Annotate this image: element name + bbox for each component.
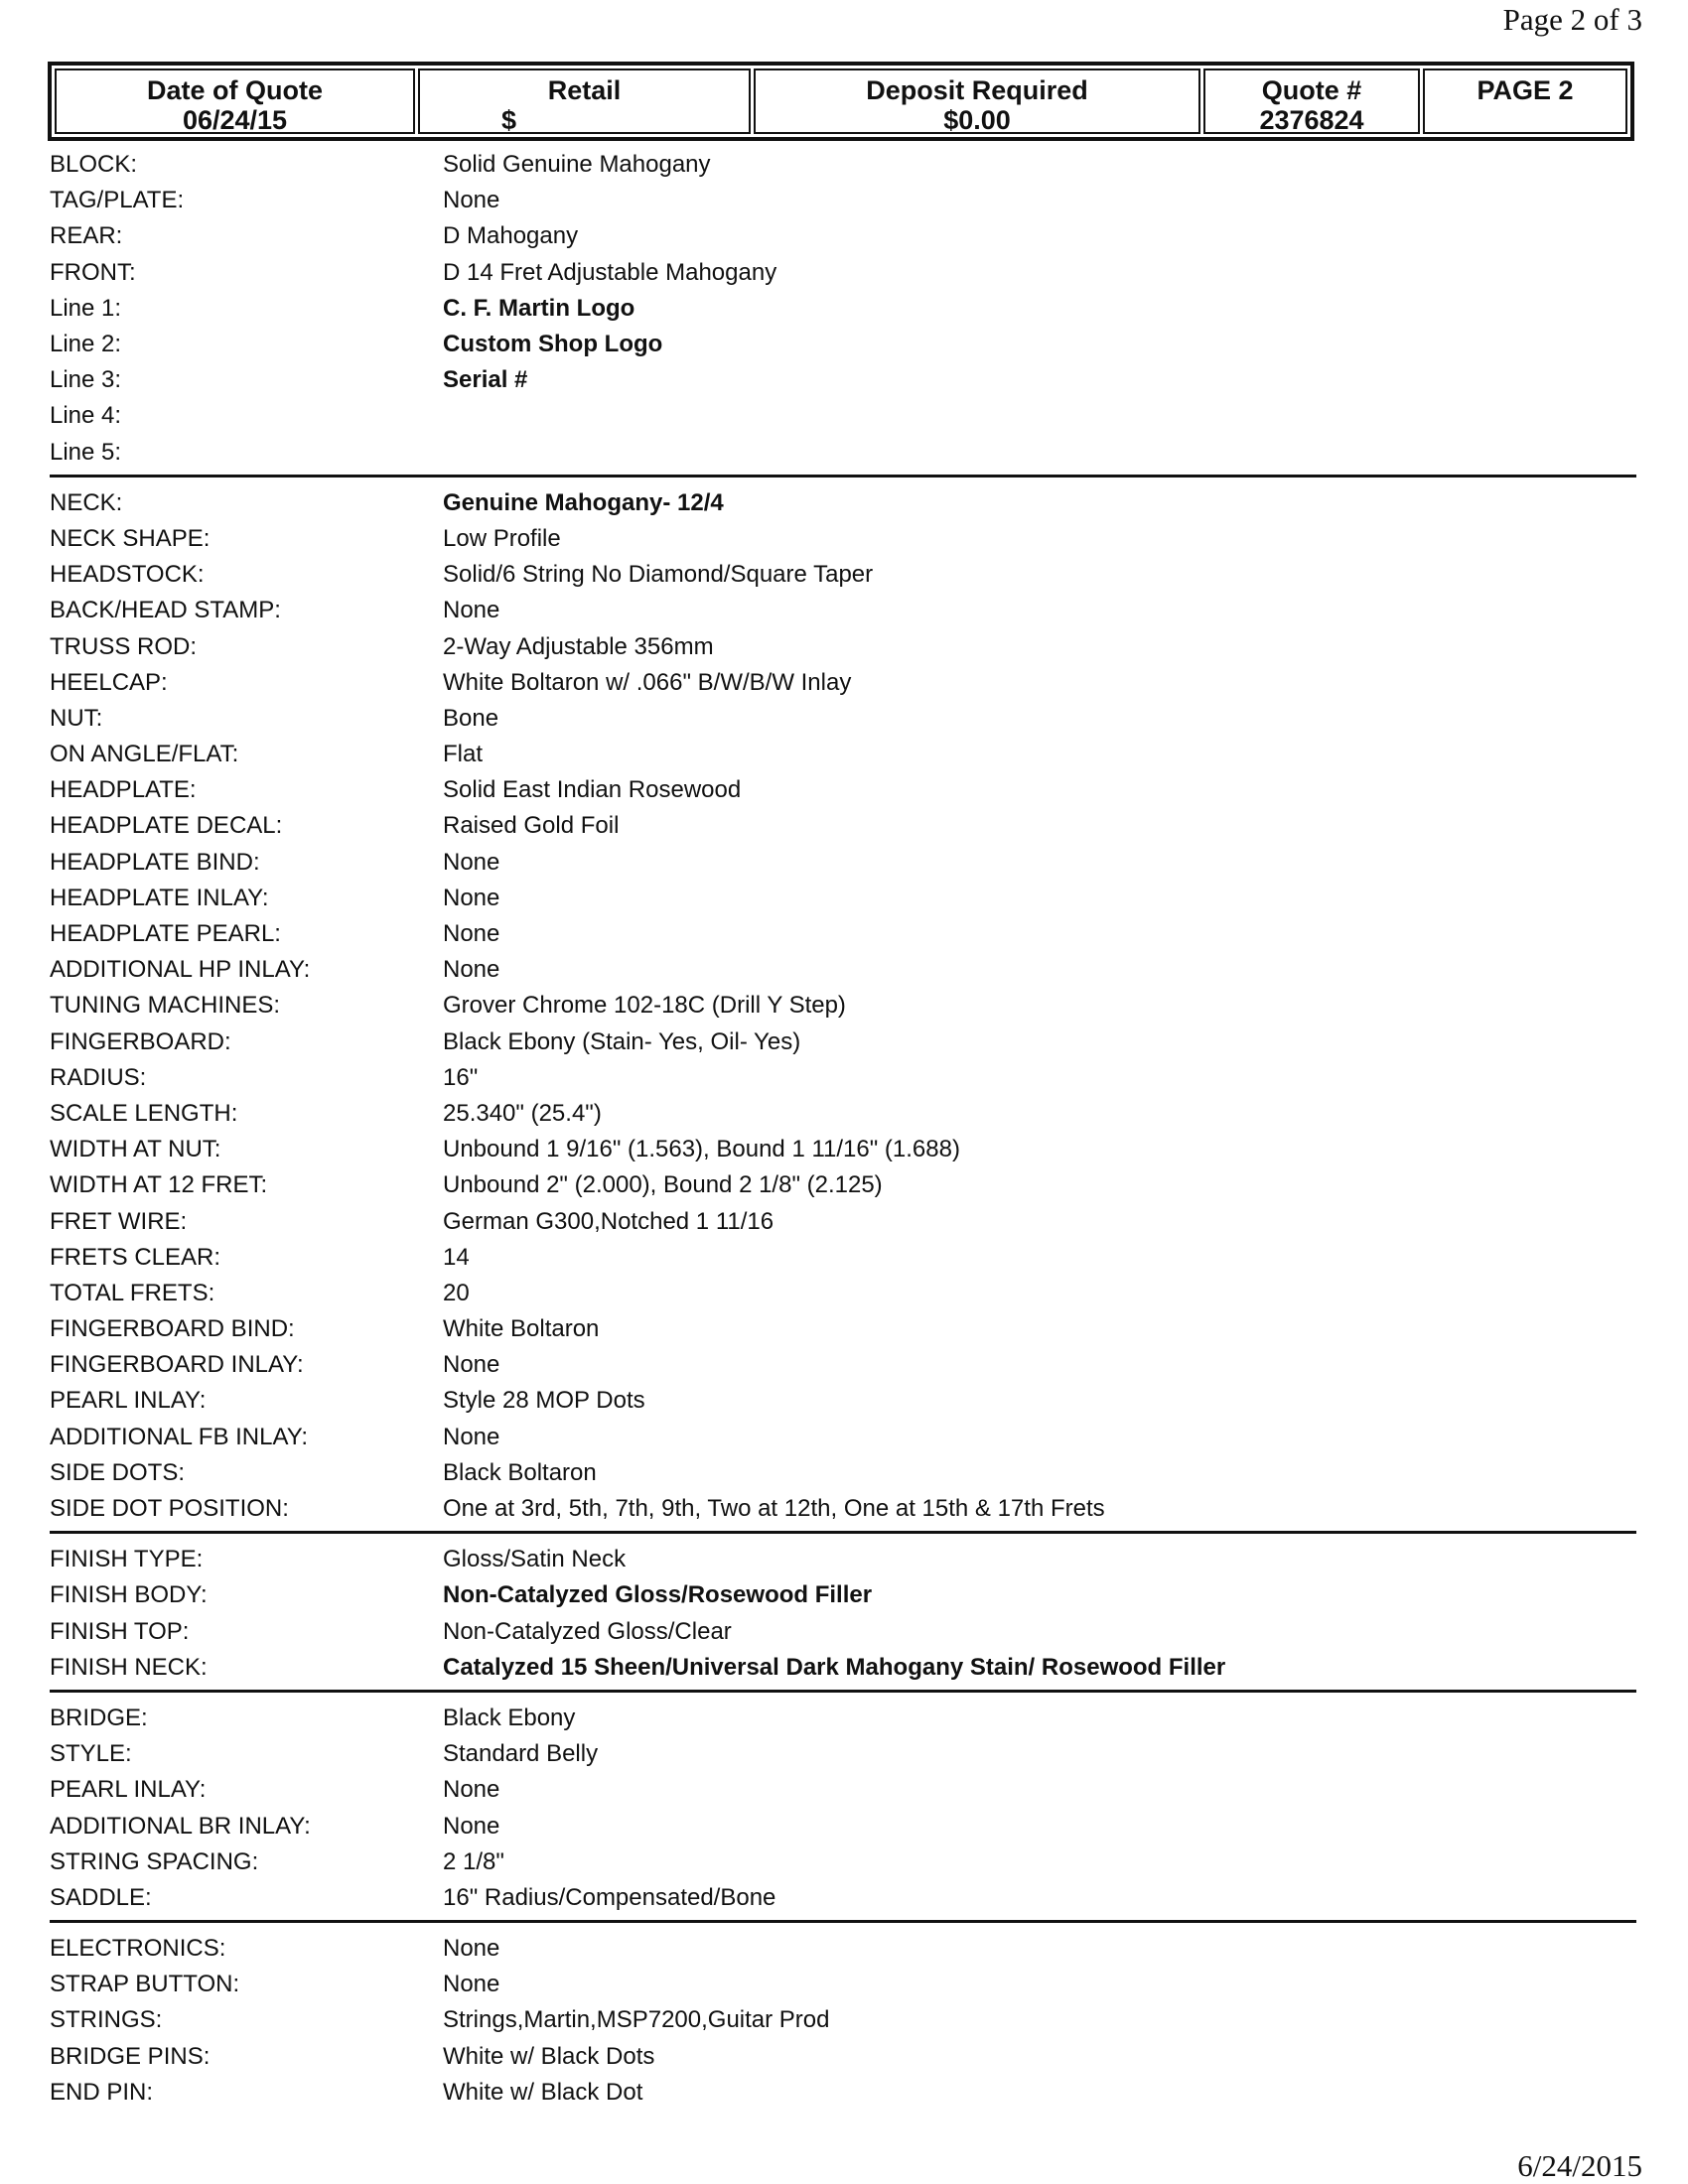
spec-value: None bbox=[443, 597, 500, 624]
spec-label: TAG/PLATE: bbox=[50, 187, 185, 214]
spec-label: SIDE DOTS: bbox=[50, 1458, 186, 1486]
spec-value: None bbox=[443, 1776, 500, 1804]
spec-label: ELECTRONICS: bbox=[50, 1935, 226, 1963]
spec-value: C. F. Martin Logo bbox=[443, 294, 635, 322]
spec-value: White w/ Black Dots bbox=[443, 2042, 655, 2070]
spec-label: Line 3: bbox=[50, 366, 122, 394]
spec-label: SADDLE: bbox=[50, 1883, 152, 1911]
spec-label: ADDITIONAL FB INLAY: bbox=[50, 1423, 309, 1450]
spec-value: None bbox=[443, 1812, 500, 1840]
spec-value: White w/ Black Dot bbox=[443, 2078, 643, 2106]
spec-row bbox=[50, 1096, 1636, 1132]
spec-row bbox=[50, 1772, 1636, 1808]
spec-row bbox=[50, 147, 1636, 183]
spec-label: FINGERBOARD INLAY: bbox=[50, 1351, 304, 1379]
spec-label: TUNING MACHINES: bbox=[50, 992, 281, 1020]
spec-value: 16" Radius/Compensated/Bone bbox=[443, 1883, 776, 1911]
spec-value: D 14 Fret Adjustable Mahogany bbox=[443, 258, 777, 286]
spec-label: FINGERBOARD BIND: bbox=[50, 1315, 295, 1343]
spec-value: Unbound 2" (2.000), Bound 2 1/8" (2.125) bbox=[443, 1171, 883, 1199]
spec-label: HEADPLATE: bbox=[50, 776, 197, 804]
spec-row bbox=[50, 1650, 1636, 1686]
spec-row bbox=[50, 291, 1636, 327]
spec-label: PEARL INLAY: bbox=[50, 1776, 207, 1804]
spec-label: STYLE: bbox=[50, 1740, 132, 1768]
spec-value: Grover Chrome 102-18C (Drill Y Step) bbox=[443, 992, 846, 1020]
spec-label: HEELCAP: bbox=[50, 668, 168, 696]
spec-row bbox=[50, 218, 1636, 254]
spec-value: 25.340" (25.4") bbox=[443, 1099, 602, 1127]
spec-row bbox=[50, 1311, 1636, 1347]
spec-value: None bbox=[443, 956, 500, 984]
spec-value: Serial # bbox=[443, 366, 528, 394]
spec-label: ADDITIONAL BR INLAY: bbox=[50, 1812, 311, 1840]
spec-row bbox=[50, 1880, 1636, 1916]
spec-label: ON ANGLE/FLAT: bbox=[50, 741, 239, 768]
spec-value: Solid Genuine Mahogany bbox=[443, 151, 711, 179]
spec-value: None bbox=[443, 920, 500, 948]
spec-label: FINISH TOP: bbox=[50, 1617, 190, 1645]
spec-row bbox=[50, 1167, 1636, 1203]
spec-value: 14 bbox=[443, 1243, 470, 1271]
spec-row bbox=[50, 1240, 1636, 1276]
spec-value: Genuine Mahogany- 12/4 bbox=[443, 488, 724, 516]
spec-row bbox=[50, 2075, 1636, 2111]
spec-label: SIDE DOT POSITION: bbox=[50, 1495, 289, 1523]
spec-row bbox=[50, 1614, 1636, 1650]
spec-row bbox=[50, 1844, 1636, 1880]
spec-value: None bbox=[443, 1351, 500, 1379]
spec-label: FINISH TYPE: bbox=[50, 1546, 204, 1573]
spec-label: NECK SHAPE: bbox=[50, 524, 211, 552]
spec-label: Line 2: bbox=[50, 331, 122, 358]
spec-label: BRIDGE: bbox=[50, 1704, 148, 1731]
retail-value: $ bbox=[501, 105, 517, 135]
spec-label: BRIDGE PINS: bbox=[50, 2042, 211, 2070]
spec-value: Solid/6 String No Diamond/Square Taper bbox=[443, 561, 874, 589]
page-number: Page 2 of 3 bbox=[1502, 2, 1642, 37]
spec-label: HEADPLATE DECAL: bbox=[50, 812, 283, 840]
spec-label: WIDTH AT NUT: bbox=[50, 1136, 221, 1163]
spec-row bbox=[50, 808, 1636, 844]
spec-value: Unbound 1 9/16" (1.563), Bound 1 11/16" (1.688) bbox=[443, 1136, 960, 1163]
spec-label: NECK: bbox=[50, 488, 123, 516]
spec-row bbox=[50, 1967, 1636, 2002]
spec-label: FRONT: bbox=[50, 258, 136, 286]
spec-row bbox=[50, 1060, 1636, 1096]
spec-label: NUT: bbox=[50, 704, 103, 732]
spec-section bbox=[50, 1542, 1636, 1693]
spec-label: BLOCK: bbox=[50, 151, 138, 179]
retail-label: Retail bbox=[547, 75, 622, 105]
spec-row bbox=[50, 398, 1636, 434]
spec-row bbox=[50, 1577, 1636, 1613]
spec-row bbox=[50, 1132, 1636, 1167]
spec-label: STRINGS: bbox=[50, 2006, 163, 2034]
spec-label: SCALE LENGTH: bbox=[50, 1099, 238, 1127]
date-of-quote-cell bbox=[55, 68, 415, 134]
spec-label: HEADPLATE BIND: bbox=[50, 848, 260, 876]
spec-label: FINISH BODY: bbox=[50, 1581, 208, 1609]
spec-row bbox=[50, 1808, 1636, 1843]
spec-label: FRETS CLEAR: bbox=[50, 1243, 221, 1271]
spec-label: BACK/HEAD STAMP: bbox=[50, 597, 281, 624]
spec-value: Non-Catalyzed Gloss/Clear bbox=[443, 1617, 732, 1645]
spec-value: White Boltaron w/ .066" B/W/B/W Inlay bbox=[443, 668, 852, 696]
spec-value: Bone bbox=[443, 704, 499, 732]
deposit-required-value: $0.00 bbox=[943, 105, 1011, 135]
spec-label: TOTAL FRETS: bbox=[50, 1279, 215, 1306]
spec-row bbox=[50, 183, 1636, 218]
spec-row bbox=[50, 1736, 1636, 1772]
spec-value: Style 28 MOP Dots bbox=[443, 1387, 645, 1415]
spec-row bbox=[50, 737, 1636, 772]
spec-row bbox=[50, 665, 1636, 701]
quote-number-label: Quote # bbox=[1261, 75, 1362, 105]
spec-list bbox=[50, 147, 1636, 2122]
spec-label: HEADSTOCK: bbox=[50, 561, 205, 589]
spec-label: FINISH NECK: bbox=[50, 1653, 208, 1681]
spec-label: FINGERBOARD: bbox=[50, 1027, 231, 1055]
quote-number-value: 2376824 bbox=[1259, 105, 1364, 135]
footer-date: 6/24/2015 bbox=[1517, 2148, 1642, 2183]
spec-row bbox=[50, 1542, 1636, 1577]
spec-value: 2-Way Adjustable 356mm bbox=[443, 632, 714, 660]
spec-row bbox=[50, 557, 1636, 593]
spec-row bbox=[50, 1024, 1636, 1060]
spec-row bbox=[50, 2002, 1636, 2038]
spec-row bbox=[50, 1383, 1636, 1419]
spec-row bbox=[50, 845, 1636, 881]
spec-row bbox=[50, 521, 1636, 557]
spec-section bbox=[50, 1701, 1636, 1923]
quote-number-cell bbox=[1203, 68, 1420, 134]
spec-value: None bbox=[443, 848, 500, 876]
spec-label: HEADPLATE INLAY: bbox=[50, 884, 269, 911]
spec-row bbox=[50, 1701, 1636, 1736]
spec-label: HEADPLATE PEARL: bbox=[50, 920, 281, 948]
spec-value: 16" bbox=[443, 1063, 479, 1091]
spec-row bbox=[50, 2039, 1636, 2075]
spec-value: None bbox=[443, 884, 500, 911]
spec-row bbox=[50, 1276, 1636, 1311]
spec-value: Non-Catalyzed Gloss/Rosewood Filler bbox=[443, 1581, 873, 1609]
date-of-quote-label: Date of Quote bbox=[146, 75, 323, 105]
spec-value: Flat bbox=[443, 741, 484, 768]
spec-value: None bbox=[443, 1935, 500, 1963]
spec-section bbox=[50, 485, 1636, 1534]
spec-label: WIDTH AT 12 FRET: bbox=[50, 1171, 268, 1199]
spec-label: PEARL INLAY: bbox=[50, 1387, 207, 1415]
spec-value: German G300,Notched 1 11/16 bbox=[443, 1207, 774, 1235]
quote-header bbox=[48, 62, 1634, 141]
spec-value: None bbox=[443, 1971, 500, 1998]
spec-row bbox=[50, 593, 1636, 628]
spec-row bbox=[50, 988, 1636, 1024]
spec-label: Line 4: bbox=[50, 402, 122, 430]
spec-value: Black Boltaron bbox=[443, 1458, 597, 1486]
spec-label: RADIUS: bbox=[50, 1063, 147, 1091]
spec-row bbox=[50, 1931, 1636, 1967]
spec-row bbox=[50, 881, 1636, 916]
spec-value: Standard Belly bbox=[443, 1740, 599, 1768]
spec-value: Black Ebony (Stain- Yes, Oil- Yes) bbox=[443, 1027, 801, 1055]
spec-row bbox=[50, 435, 1636, 471]
deposit-required-cell bbox=[754, 68, 1200, 134]
spec-label: Line 1: bbox=[50, 294, 122, 322]
spec-label: REAR: bbox=[50, 222, 123, 250]
spec-value: Raised Gold Foil bbox=[443, 812, 620, 840]
spec-value: Gloss/Satin Neck bbox=[443, 1546, 627, 1573]
spec-row bbox=[50, 628, 1636, 664]
spec-value: 20 bbox=[443, 1279, 470, 1306]
spec-label: STRAP BUTTON: bbox=[50, 1971, 240, 1998]
spec-value: None bbox=[443, 187, 500, 214]
spec-label: END PIN: bbox=[50, 2078, 154, 2106]
spec-row bbox=[50, 772, 1636, 808]
spec-row bbox=[50, 952, 1636, 988]
spec-section bbox=[50, 147, 1636, 478]
spec-row bbox=[50, 1347, 1636, 1383]
spec-row bbox=[50, 916, 1636, 952]
spec-label: Line 5: bbox=[50, 438, 122, 466]
spec-label: FRET WIRE: bbox=[50, 1207, 188, 1235]
deposit-required-label: Deposit Required bbox=[866, 75, 1088, 105]
spec-value: Catalyzed 15 Sheen/Universal Dark Mahogany Stain/ Rosewood Filler bbox=[443, 1653, 1226, 1681]
spec-label: TRUSS ROD: bbox=[50, 632, 198, 660]
spec-row bbox=[50, 327, 1636, 362]
spec-label: STRING SPACING: bbox=[50, 1847, 259, 1875]
spec-value: Low Profile bbox=[443, 524, 561, 552]
spec-row bbox=[50, 362, 1636, 398]
spec-value: None bbox=[443, 1423, 500, 1450]
date-of-quote-value: 06/24/15 bbox=[182, 105, 288, 135]
spec-row bbox=[50, 255, 1636, 291]
page-cell-label: PAGE 2 bbox=[1477, 75, 1574, 105]
spec-value: D Mahogany bbox=[443, 222, 579, 250]
spec-value: Black Ebony bbox=[443, 1704, 576, 1731]
spec-value: One at 3rd, 5th, 7th, 9th, Two at 12th, One at 15th & 17th Frets bbox=[443, 1495, 1105, 1523]
spec-row bbox=[50, 1420, 1636, 1455]
spec-value: Strings,Martin,MSP7200,Guitar Prod bbox=[443, 2006, 830, 2034]
retail-cell bbox=[418, 68, 751, 134]
spec-value: White Boltaron bbox=[443, 1315, 600, 1343]
spec-row bbox=[50, 1491, 1636, 1527]
spec-value: 2 1/8" bbox=[443, 1847, 504, 1875]
spec-value: Solid East Indian Rosewood bbox=[443, 776, 742, 804]
spec-row bbox=[50, 1203, 1636, 1239]
spec-row bbox=[50, 701, 1636, 737]
spec-section bbox=[50, 1931, 1636, 2115]
spec-value: Custom Shop Logo bbox=[443, 331, 663, 358]
spec-label: ADDITIONAL HP INLAY: bbox=[50, 956, 311, 984]
spec-row bbox=[50, 1455, 1636, 1491]
spec-row bbox=[50, 485, 1636, 521]
page-cell bbox=[1423, 68, 1627, 134]
